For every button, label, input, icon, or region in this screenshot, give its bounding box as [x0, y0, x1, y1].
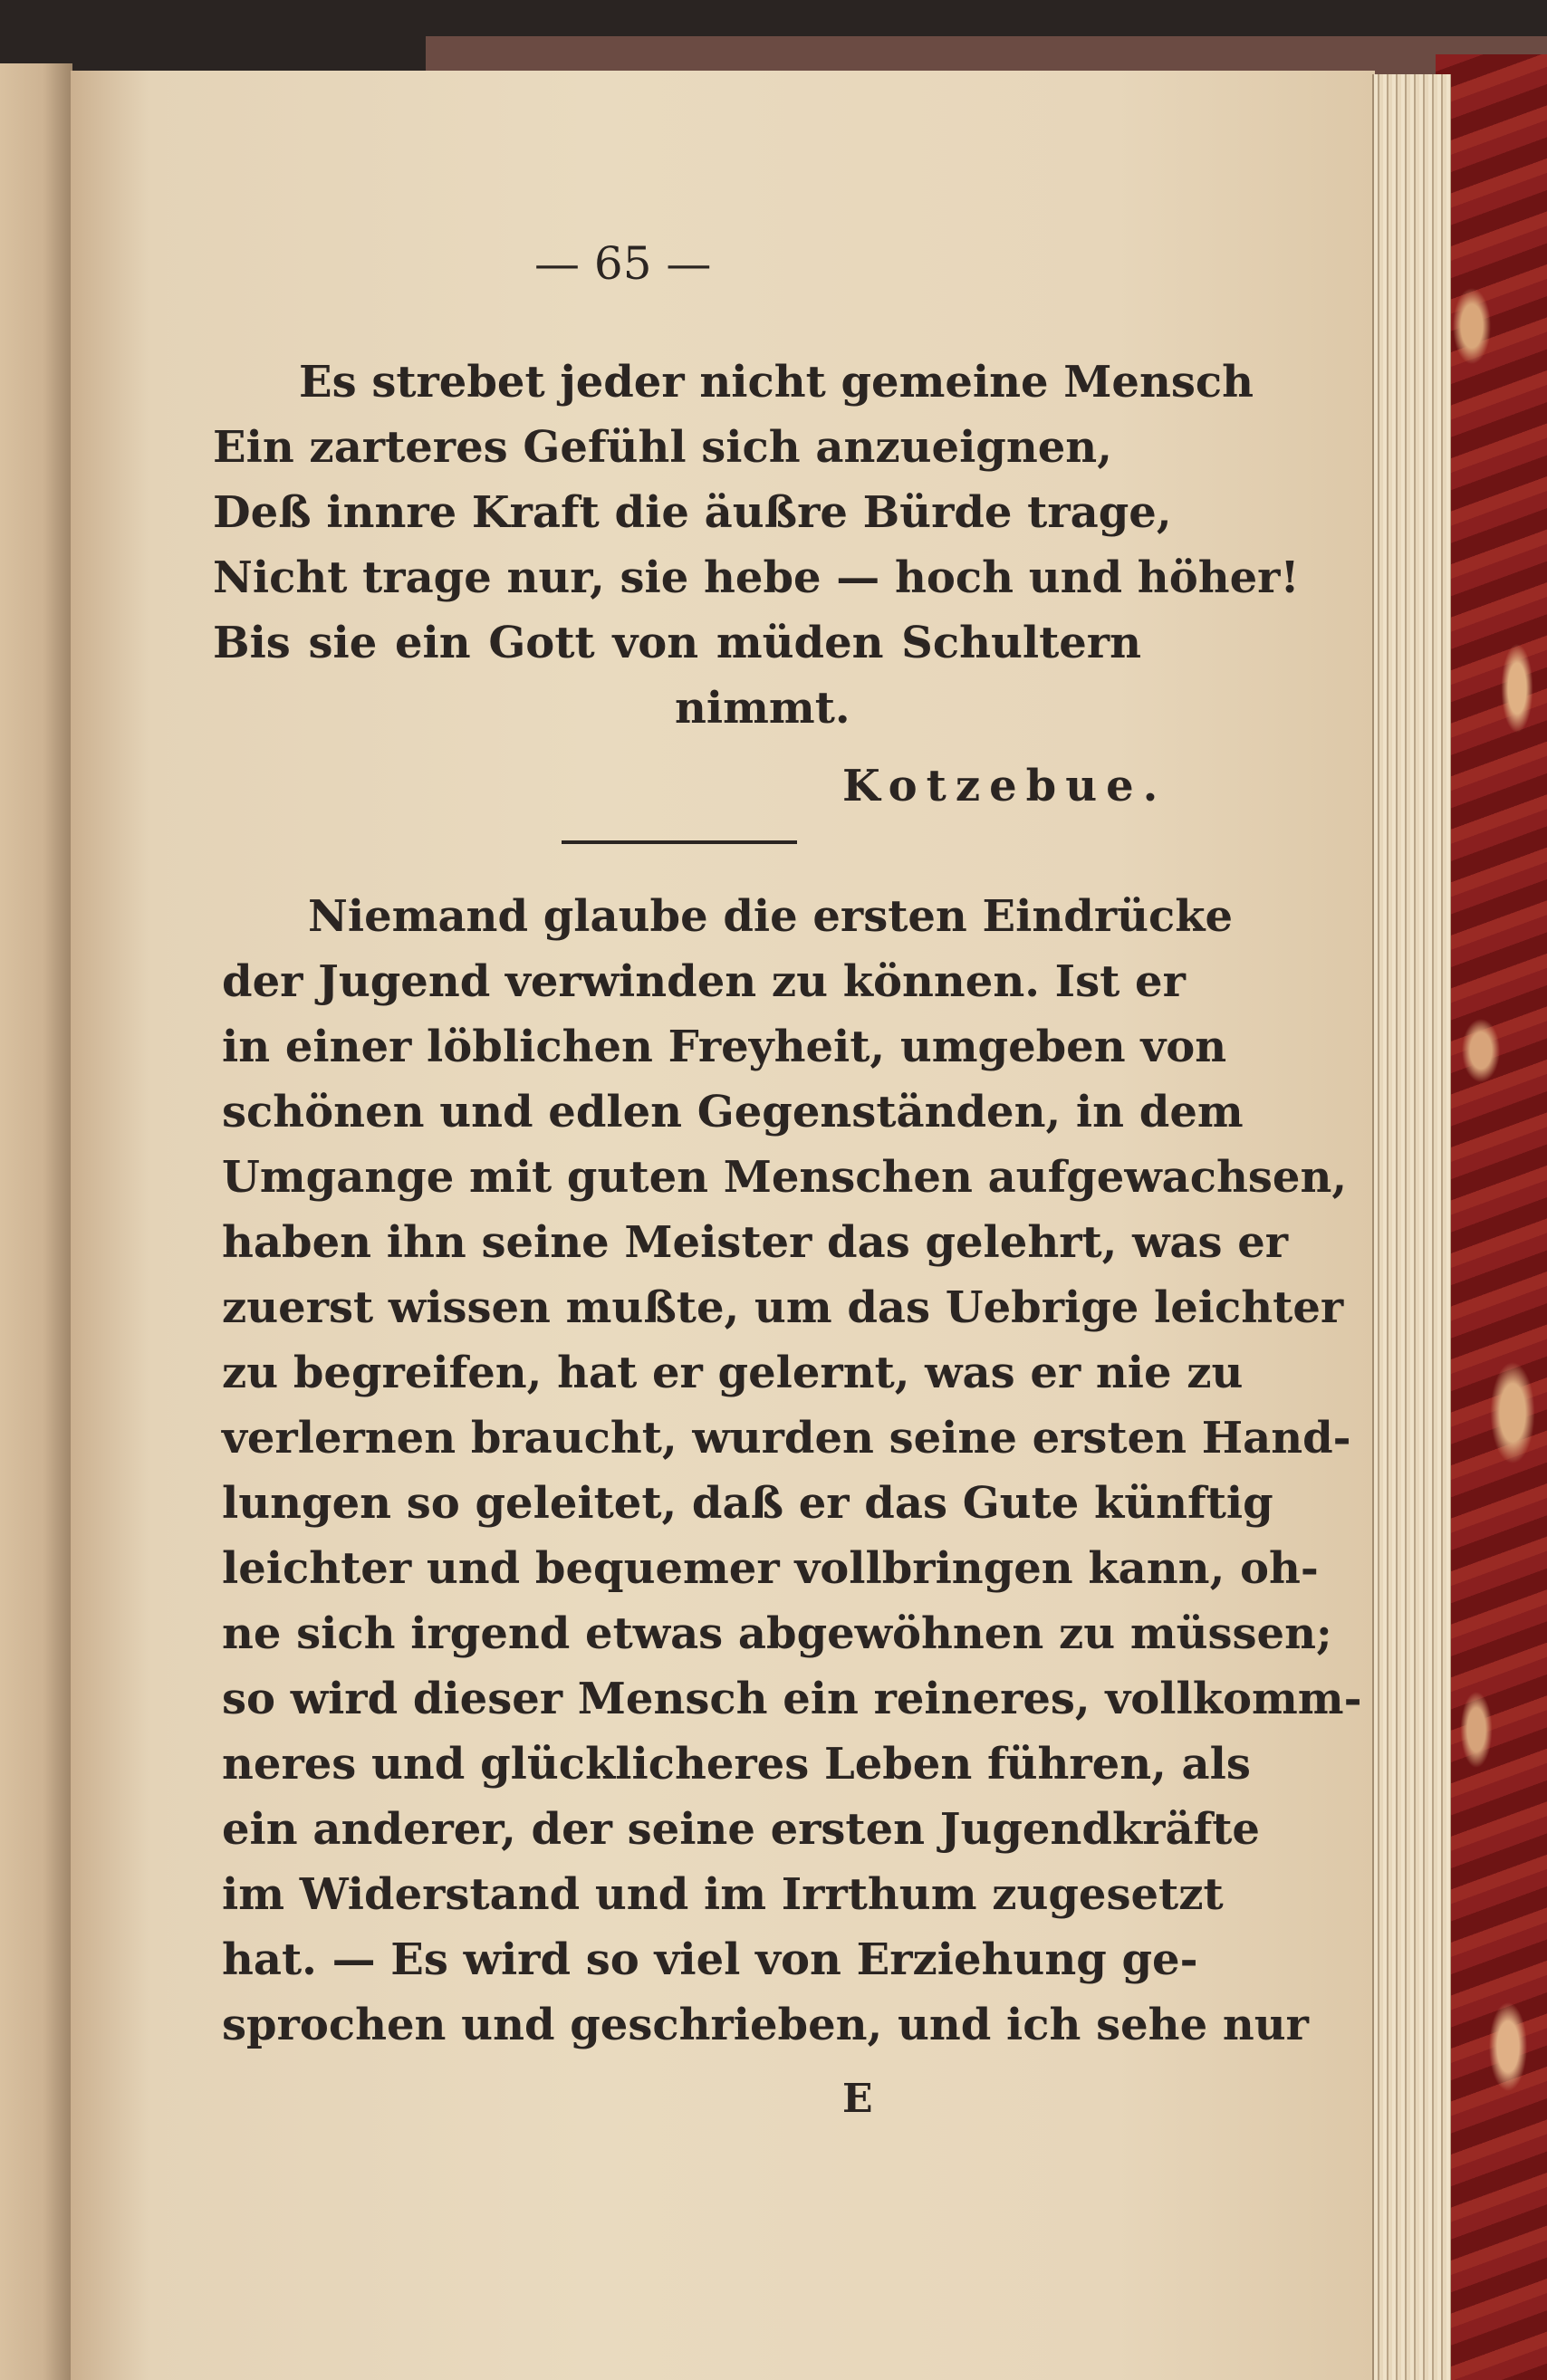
poem-attribution: Kotzebue.: [842, 761, 1167, 811]
paragraph-line: Umgange mit guten Menschen aufgewachsen,: [222, 1152, 1348, 1203]
paragraph-line: ne sich irgend etwas abgewöhnen zu müssen;: [222, 1608, 1332, 1659]
poem-line: Bis sie ein Gott von müden Schultern: [213, 618, 1141, 668]
section-divider: [562, 840, 797, 844]
paragraph-line: zuerst wissen mußte, um das Uebrige leichter: [222, 1282, 1344, 1333]
paragraph-line: haben ihn seine Meister das gelehrt, was er: [222, 1217, 1289, 1268]
paragraph-line: verlernen braucht, wurden seine ersten Hand-: [222, 1413, 1351, 1464]
paragraph-line: neres und glücklicheres Leben führen, als: [222, 1739, 1251, 1790]
poem-line: nimmt.: [675, 683, 850, 734]
left-page-edge: [0, 63, 72, 2380]
poem-line: Ein zarteres Gefühl sich anzueignen,: [213, 422, 1112, 473]
page-edges: [1372, 74, 1451, 2380]
paragraph-line: ein anderer, der seine ersten Jugendkräfte: [222, 1804, 1260, 1855]
poem-line: Es strebet jeder nicht gemeine Mensch: [299, 357, 1254, 408]
paragraph-line: so wird dieser Mensch ein reineres, vollkomm-: [222, 1674, 1362, 1724]
paragraph-line: hat. — Es wird so viel von Erziehung ge-: [222, 1934, 1198, 1985]
marbled-board: [1436, 54, 1547, 2380]
poem-line: Nicht trage nur, sie hebe — hoch und höher!: [213, 552, 1300, 603]
poem-line: Deß innre Kraft die äußre Bürde trage,: [213, 487, 1172, 538]
paragraph-line: lungen so geleitet, daß er das Gute künftig: [222, 1478, 1273, 1529]
paragraph-line: leichter und bequemer vollbringen kann, oh-: [222, 1543, 1319, 1594]
page-number: — 65 —: [534, 237, 712, 290]
paragraph-line: zu begreifen, hat er gelernt, was er nie zu: [222, 1348, 1244, 1398]
paragraph-line: im Widerstand und im Irrthum zugesetzt: [222, 1869, 1224, 1920]
signature-mark: E: [842, 2076, 873, 2122]
paragraph-line: schönen und edlen Gegenständen, in dem: [222, 1087, 1244, 1137]
paragraph-line: in einer löblichen Freyheit, umgeben von: [222, 1022, 1227, 1072]
paragraph-line: sprochen und geschrieben, und ich sehe nur: [222, 2000, 1309, 2050]
paragraph-line: der Jugend verwinden zu können. Ist er: [222, 956, 1186, 1007]
paragraph-line: Niemand glaube die ersten Eindrücke: [308, 891, 1234, 942]
